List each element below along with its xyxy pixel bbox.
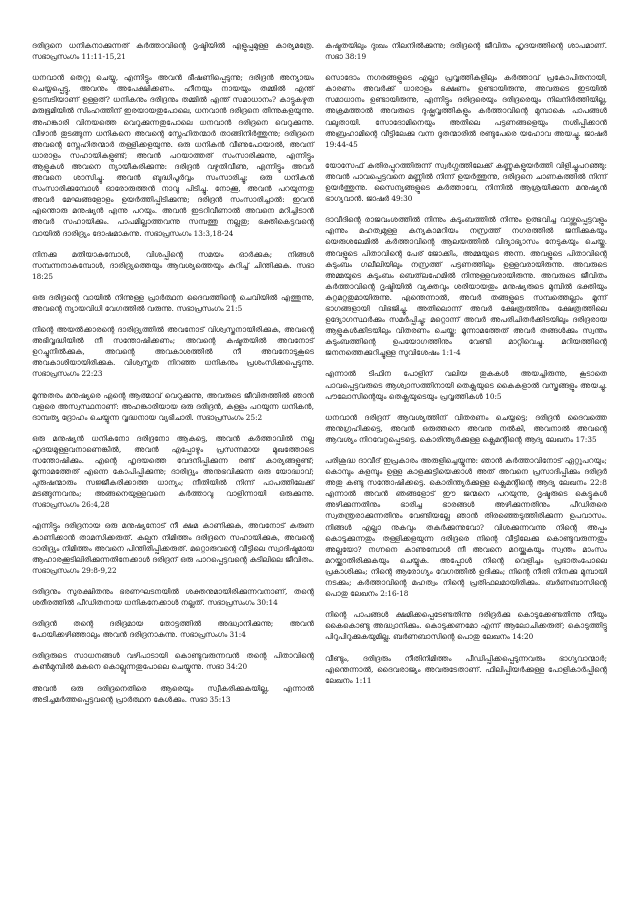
verse-paragraph	[325, 40, 607, 62]
verse-text: ദരിദ്രൻ തന്റെ ദരിദ്രമായ തോട്ടത്തിൽ അദ്ധ്വാനിക്കുന്നു; അവൻ പോയിക്കഴിഞ്ഞാലും അവൻ ദരിദ്രനാകുന്നു.	[32, 619, 314, 640]
verse-text: അവൻ ഒരു ദരിദ്രനെതിരെ ആരെയും സ്വീകരിക്കുകയില്ല, എന്നാൽ അടിച്ചമർത്തപ്പെട്ടവന്റെ പ്രാർത്ഥന കേൾക്കും.	[32, 683, 314, 704]
verse-text: ദരിദ്രനും സുരക്ഷിതനും ഭരണഘടനയിൽ ശക്തനുമായിരിക്കുന്നവനാണ്, തന്റെ ശരീരത്തിൽ പീഡിതനായ ധനികനേക്കാൾ നല്ലത്.	[32, 586, 314, 608]
verse-paragraph	[32, 586, 314, 608]
verse-text: ഒരു മനുഷ്യൻ ധനികനോ ദരിദ്രനോ ആകട്ടെ, അവൻ കർത്താവിൽ നല്ല ഹൃദയമുള്ളവനാണെങ്കിൽ, അവൻ എപ്പോഴും പ്രസന്നമായ മുഖത്തോടെ സന്തോഷിക്കും. എന്റെ ഹൃദയത്തെ വേദനിപ്പിക്കുന്ന രണ്ട് കാര്യങ്ങളുണ്ട്; മൂന്നാമത്തേത് എന്നെ കോപിപ്പിക്കുന്നു; ദാരിദ്ര്യം അനുഭവിക്കുന്ന ഒരു യോദ്ധാവ്; പുരുഷന്മാരും സജ്ജീകരിക്കാത്ത ധാന്യം; നീതിയിൽ നിന്ന് പാപത്തിലേക്ക് മടങ്ങുന്നവനും; അങ്ങനെയുള്ളവനെ കർത്താവു വാളിന്നായി ഒരുക്കുന്നു.	[32, 433, 314, 499]
verse-paragraph	[325, 368, 607, 401]
verse-reference: സഭാപ്രസംഗം 21:5	[176, 303, 243, 313]
verse-reference: 1:1-4	[441, 348, 461, 358]
verse-paragraph	[325, 214, 607, 358]
verse-text: നിനക്കു മതിയാകുമ്പോൾ, വിശപ്പിന്റെ സമയം ഓർക്കുക; നിങ്ങൾ സമ്പന്നനാകുമ്പോൾ, ദാരിദ്ര്യത്തെയും ആവശ്യത്തെയും കുറിച്ച് ചിന്തിക്കുക.	[32, 249, 314, 270]
verse-paragraph	[32, 683, 314, 705]
verse-text: ധനവാൻ ദരിദ്രന് ആവശ്യത്തിന് വിതരണം ചെയ്യട്ടെ; ദരിദ്രൻ ദൈവത്തെ അനുഗ്രഹിക്കട്ടെ, അവൻ ഒരുത്തനെ അവനു നൽകി, അവനാൽ അവന്റെ ആവശ്യം നിറവേറ്റപ്പെടട്ടെ. കൊരിന്ത്യർക്കുള്ള ക്ലെമന്റിന്റെ ആദ്യ ലേഖനം	[325, 412, 607, 444]
left-column	[32, 40, 314, 715]
verse-text: എന്നിട്ടും ദരിദ്രനായ ഒരു മനുഷ്യനോട് നീ ക്ഷമ കാണിക്കുക, അവനോട് കരുണ കാണിക്കാൻ താമസിക്കരുത്. കല്പന നിമിത്തം ദരിദ്രനെ സഹായിക്കുക, അവന്റെ ദാരിദ്ര്യം നിമിത്തം അവനെ പിന്തിരിപ്പിക്കരുത്. മറ്റൊരുവന്റെ വീട്ടിലെ സ്വാദിഷ്ടമായ ആഹാരക്കൂടിലിരിക്കുന്നതിനേക്കാൾ ദരിദ്രന് ഒരു പാറപ്പെട്ടവന്റെ കുടിലിലെ ജീവിതം.	[32, 521, 314, 564]
verse-paragraph	[32, 324, 314, 379]
verse-text: ദാവീദിന്റെ രാജവംശത്തിൽ നിന്നും കുടുംബത്തിൽ നിന്നും ഉത്ഭവിച്ച വാഴ്ത്തപ്പെട്ടവളും എന്നും മഹത്വമുള്ള കന്യകാമറിയം നസ്രത്ത് നഗരത്തിൽ ജനിക്കുകയും യെരുശലേമിൽ കർത്താവിന്റെ ആലയത്തിൽ വിദ്യാഭ്യാസം നേടുകയും ചെയ്തു. അവളുടെ പിതാവിന്റെ പേര് ജോക്കിം, അമ്മയുടെ അന്ന. അവളുടെ പിതാവിന്റെ കുടുംബം ഗലീലിയിലും നസ്രത്ത് പട്ടണത്തിലും ഉള്ളവരായിരുന്നു. അവരുടെ അമ്മയുടെ കുടുംബം ബെത്‌ലഹേമിൽ നിന്നുള്ളവരായിരുന്നു. അവരുടെ ജീവിതം കർത്താവിന്റെ ദൃഷ്ടിയിൽ വ്യക്തവും ശരിയായതും മനുഷ്യരുടെ മുമ്പിൽ ഭക്തിയും കുറ്റമറ്റതുമായിരുന്നു. എന്തെന്നാൽ, അവർ തങ്ങളുടെ സമ്പത്തെല്ലാം മൂന്ന് ഭാഗങ്ങളായി വിഭജിച്ചു. അതിലൊന്ന് അവർ ക്ഷേത്രത്തിനും ക്ഷേത്രത്തിലെ ഉദ്യോഗസ്ഥർക്കും സമർപ്പിച്ചു; മറ്റൊന്ന് അവർ അപരിചിതർക്കിടയിലും ദരിദ്രരായ ആളുകൾക്കിടയിലും വിതരണം ചെയ്തു; മൂന്നാമത്തേത് അവർ തങ്ങൾക്കും സ്വന്തം കുടുംബത്തിന്റെ ഉപയോഗത്തിനും വേണ്ടി മാറ്റിവെച്ചു. മറിയത്തിന്റെ ജനനത്തെക്കുറിച്ചുള്ള സുവിശേഷം	[325, 215, 607, 358]
verse-text: നിന്റെ പാപങ്ങൾ ക്ഷമിക്കപ്പെടേണ്ടതിന്നു ദരിദ്രർക്കു കൊടുക്കേണ്ടതിന്നു നീയും കൈകൊണ്ടു അദ്ധ്വാനിക്കും. കൊടുക്കണമോ എന്ന് ആലോചിക്കരുത്; കൊടുത്തിട്ടു പിറുപിറുക്കുകയുമില്ല. ബർണബാസിന്റെ പൊതു ലേഖനം	[325, 610, 607, 642]
verse-reference: സഭാ 34:20	[206, 662, 248, 672]
verse-reference: ജാഷർ 49:30	[366, 194, 413, 204]
verse-text: വീണ്ടും, ദരിദ്രരും നീതിനിമിത്തം പീഡിപ്പിക്കപ്പെടുന്നവരും ഭാഗ്യവാന്മാർ; എന്തെന്നാൽ, ദൈവരാജ്യം അവരുടേതാണ്. ഫിലിപ്പിയർക്കുള്ള പോളികാർപ്പിന്റെ ലേഖനം	[325, 653, 607, 685]
verse-reference: 10:5	[485, 391, 502, 401]
verse-text: സൊദോം നഗരങ്ങളുടെ എല്ലാ പ്രവൃത്തികളിലും കർത്താവ് പ്രകോപിതനായി, കാരണം അവർക്ക് ധാരാളം ഭക്ഷണം ഉണ്ടായിരുന്നു, അവരുടെ ഇടയിൽ സമാധാനം ഉണ്ടായിരുന്നു, എന്നിട്ടും ദരിദ്രരെയും ദരിദ്രരെയും നിലനിർത്തിയില്ല, അക്രമത്താൽ അവരുടെ ദുഷ്പ്രവൃത്തികളും കർത്താവിന്റെ മുമ്പാകെ പാപങ്ങൾ വലുതായി. സോദോമിനെയും അതിലെ പട്ടണങ്ങളെയും നശിപ്പിക്കാൻ അബ്രഹാമിന്റെ വീട്ടിലേക്കു വന്ന ദൂതന്മാരിൽ രണ്ടുപേരെ യഹോവ അയച്ചു.	[325, 73, 607, 138]
verse-paragraph	[325, 609, 607, 642]
verse-paragraph	[32, 433, 314, 511]
verse-paragraph	[32, 292, 314, 314]
verse-paragraph	[32, 618, 314, 640]
verse-reference: സഭാപ്രസംഗം 26:4,28	[32, 500, 110, 510]
verse-text: എന്നാൽ ടിഫിന പോളിന് വലിയ തുകകൾ അയച്ചിരുന്നു, കൂടാതെ പാവപ്പെട്ടവരുടെ ആശ്വാസത്തിനായി തെക്ലയുടെ കൈകളാൽ വസ്ത്രങ്ങളും അയച്ചു. പൗലോസിന്റെയും തെക്ലയുടെയും പ്രവൃത്തികൾ	[325, 369, 607, 401]
verse-text: ഒരു ദരിദ്രന്റെ വായിൽ നിന്നുള്ള പ്രാർത്ഥന ദൈവത്തിന്റെ ചെവിയിൽ എത്തുന്നു, അവന്റെ ന്യായവിധി വേഗത്തിൽ വരുന്നു.	[32, 292, 314, 313]
verse-reference: സഭാപ്രസംഗം 30:14	[207, 598, 278, 608]
verse-text: പരിശുദ്ധ ദാവീദ് ഇപ്രകാരം അരുളിച്ചെയ്യുന്നു: ഞാൻ കർത്താവിനോട് ഏറ്റുപറയും; കൊമ്പും കുളമ്പും ഉള്ള കാളക്കുട്ടിയെക്കാൾ അത് അവനെ പ്രസാദിപ്പിക്കും ദരിദ്രർ അതു കണ്ടു സന്തോഷിക്കട്ടെ. കൊരിന്ത്യർക്കുള്ള ക്ലെമന്റിന്റെ ആദ്യ ലേഖനം 22:8 എന്നാൽ അവൻ ഞങ്ങളോട് ഈ ജന്മനെ പറയുന്നു, ദൃഷ്ടരുടെ കെട്ടുകൾ അഴിക്കുന്നതിനും ഭാരിച്ച ഭാരങ്ങൾ അഴിക്കുന്നതിനും പീഡിതരെ സ്വതന്ത്രരാക്കുന്നതിനും വേണ്ടിയല്ലേ ഞാൻ തിരഞ്ഞെടുത്തിരിക്കുന്ന ഉപവാസം. നിങ്ങൾ എല്ലാ നുകവും തകർക്കുന്നുവോ? വിശക്കുന്നവന്നു നിന്റെ അപ്പം കൊടുക്കുന്നതും തള്ളിക്കളയുന്ന ദരിദ്രരെ നിന്റെ വീട്ടിലേക്കു കൊണ്ടുവരുന്നതും അല്ലയോ? നഗ്നനെ കാണുമ്പോൾ നീ അവനെ മറയ്ക്കുകയും സ്വന്തം മാംസം മറയ്ക്കാതിരിക്കുകയും ചെയ്യുക. അപ്പോൾ നിന്റെ വെളിച്ചം പ്രഭാതംപോലെ പ്രകാശിക്കും; നിന്റെ ആരോഗ്യം വേഗത്തിൽ ഉദിക്കും; നിന്റെ നീതി നിനക്കു മുമ്പായി നടക്കും; കർത്താവിന്റെ മഹത്വം നിന്റെ പ്രതിഫലമായിരിക്കും. ബർണബാസിന്റെ പൊതു ലേഖനം	[325, 456, 607, 599]
verse-reference: സഭാപ്രസംഗം 31:4	[179, 630, 246, 640]
verse-paragraph	[32, 249, 314, 282]
verse-reference: ജാഷർ 19:44-45	[325, 128, 607, 149]
verse-paragraph	[32, 650, 314, 672]
verse-text: മൂന്നുതരം മനുഷ്യരെ എന്റെ ആത്മാവ് വെറുക്കുന്നു, അവരുടെ ജീവിതത്തിൽ ഞാൻ വളരെ അസ്വസ്ഥനാണ്: അഹങ്കാരിയായ ഒരു ദരിദ്രൻ, കള്ളം പറയുന്ന ധനികൻ, ദാമ്പത്യ ദ്രോഹം ചെയ്യുന്ന വൃദ്ധനായ വ്യഭിചാരി.	[32, 390, 314, 422]
verse-reference: സഭാപ്രസംഗം 13:3,18-24	[144, 228, 234, 238]
verse-reference: സഭാ 38:19	[325, 52, 367, 62]
verse-paragraph	[32, 72, 314, 238]
verse-paragraph	[325, 412, 607, 445]
verse-paragraph	[32, 520, 314, 575]
verse-reference: 17:35	[575, 434, 597, 444]
verse-reference: സഭാപ്രസംഗം 25:2	[196, 412, 263, 422]
verse-reference: സഭാ 18:25	[32, 260, 315, 281]
verse-paragraph	[32, 390, 314, 423]
verse-paragraph	[325, 72, 607, 150]
verse-reference: സഭാ 35:13	[189, 694, 231, 704]
verse-reference: 1:11	[355, 675, 372, 685]
verse-reference: 14:20	[512, 632, 534, 642]
verse-text: ദരിദ്രനെ ധനികനാക്കുന്നത് കർത്താവിന്റെ ദൃഷ്ടിയിൽ എളുപ്പമുള്ള കാര്യമത്രേ.	[32, 41, 314, 50]
verse-reference: സഭാപ്രസംഗം 29:8-9,22	[32, 565, 117, 575]
verse-reference: സഭാപ്രസംഗം 11:11-15,21	[32, 52, 126, 62]
verse-text: ധനവാൻ തെറ്റു ചെയ്യു, എന്നിട്ടും അവൻ ഭീഷണിപ്പെടുന്നു; ദരിദ്രൻ അന്യായം ചെയ്യപ്പെട്ടു, അവനും അപേക്ഷിക്കണം. ഹീനയും നായയും തമ്മിൽ എന്ത് ഉടമ്പടിയാണ് ഉള്ളത്? ധനികനും ദരിദ്രനും തമ്മിൽ എന്ത് സമാധാനം? കാട്ടുകഴുത മരുഭൂമിയിൽ സിംഹത്തിന് ഇരയായതുപോലെ, ധനവാൻ ദരിദ്രനെ തിന്നുകളയുന്നു. അഹങ്കാരി വിനയത്തെ വെറുക്കുന്നതുപോലെ ധനവാൻ ദരിദ്രനെ വെറുക്കുന്നു. വീഴാൻ തുടങ്ങുന്ന ധനികനെ അവന്റെ സ്നേഹിതന്മാർ താങ്ങിനിർത്തുന്നു; ദരിദ്രനെ അവന്റെ സ്നേഹിതന്മാർ തള്ളിക്കളയുന്നു. ഒരു ധനികൻ വീണുപോയാൽ, അവന് ധാരാളം സഹായികളുണ്ട്; അവൻ പറയാത്തത് സംസാരിക്കുന്നു, എന്നിട്ടും ആളുകൾ അവനെ ന്യായീകരിക്കുന്നു: ദരിദ്രൻ വഴുതിവീണു, എന്നിട്ടും അവർ അവനെ ശാസിച്ചു. അവൻ ബുദ്ധിപൂർവ്വം സംസാരിച്ചു; ഒരു ധനികൻ സംസാരിക്കുമ്പോൾ ഓരോരുത്തൻ നാവു പിടിച്ചു. നോക്കൂ, അവൻ പറയുന്നതു അവർ മേഘങ്ങളോളം ഉയർത്തിപ്പിടിക്കുന്നു; ദരിദ്രൻ സംസാരിച്ചാൽ: ഇവൻ എന്തൊരു മനുഷ്യൻ എന്നു പറയും. അവൻ ഇടറിവീണാൽ അവനെ മറിച്ചിടാൻ അവർ സഹായിക്കും. പാപമില്ലാത്തവന്നു സമ്പത്തു നല്ലതു; ഭക്തികെട്ടവന്റെ വായിൽ ദാരിദ്ര്യം ദോഷമാകുന്നു.	[32, 73, 314, 238]
verse-paragraph	[325, 160, 607, 204]
verse-text: ദരിദ്രരുടെ സാധനങ്ങൾ വഴിപാടായി കൊണ്ടുവരുന്നവൻ തന്റെ പിതാവിന്റെ കൺമുമ്പിൽ മകനെ കൊല്ലുന്നതുപോലെ ചെയ്യുന്നു.	[32, 651, 314, 672]
right-column	[325, 40, 607, 696]
verse-text: നിന്റെ അയൽക്കാരന്റെ ദാരിദ്ര്യത്തിൽ അവനോട് വിശ്വസ്തനായിരിക്കുക, അവന്റെ അഭിവൃദ്ധിയിൽ നീ സന്തോഷിക്കണം; അവന്റെ കഷ്ടതയിൽ അവനോട് ഉറച്ചുനിൽക്കുക, അവന്റെ അവകാശത്തിൽ നീ അവനോടുകൂടെ അവകാശിയായിരിക്കുക. വിശ്വസ്തത നിറഞ്ഞ ധനികനും പ്രശംസിക്കപ്പെടുന്നു.	[32, 325, 314, 368]
verse-reference: 2:16-18	[380, 589, 409, 599]
verse-text: കഷ്ടതയിലും ദുഃഖം നിലനിൽക്കുന്നു; ദരിദ്രന്റെ ജീവിതം ഹൃദയത്തിന്റെ ശാപമാണ്.	[325, 41, 607, 50]
verse-text: യോസേഫ് കുതിരപ്പുറത്തിരുന്ന് സ്വർഗ്ഗത്തിലേക്ക് കണ്ണുകളുയർത്തി വിളിച്ചുപറഞ്ഞു: അവൻ പാവപ്പെട്ടവനെ മണ്ണിൽ നിന്ന് ഉയർത്തുന്നു, ദരിദ്രനെ ചാണകത്തിൽ നിന്ന് ഉയർത്തുന്നു. സൈന്യങ്ങളുടെ കർത്താവേ, നിന്നിൽ ആശ്രയിക്കുന്ന മനുഷ്യൻ ഭാഗ്യവാൻ.	[325, 160, 607, 204]
verse-reference: സഭാപ്രസംഗം 22:23	[32, 369, 103, 379]
verse-paragraph	[32, 40, 314, 62]
verse-paragraph	[325, 653, 607, 686]
verse-paragraph	[325, 455, 607, 599]
